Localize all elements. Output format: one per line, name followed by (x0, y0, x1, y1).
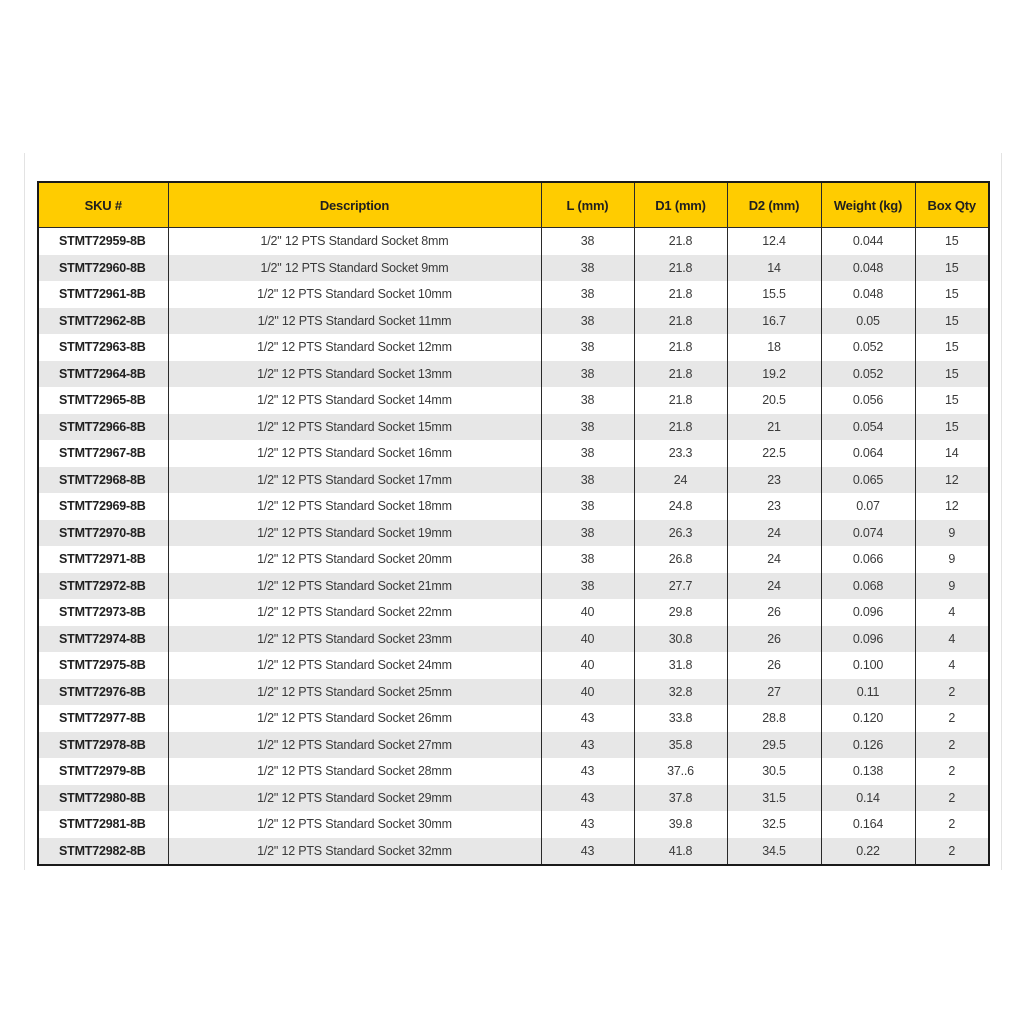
cell-weight: 0.120 (821, 705, 915, 732)
cell-description: 1/2" 12 PTS Standard Socket 22mm (168, 599, 541, 626)
cell-d1: 24.8 (634, 493, 727, 520)
cell-box-qty: 2 (915, 838, 989, 866)
cell-box-qty: 15 (915, 281, 989, 308)
cell-sku: STMT72963-8B (38, 334, 168, 361)
cell-description: 1/2" 12 PTS Standard Socket 27mm (168, 732, 541, 759)
table-row (38, 758, 989, 785)
cell-d1: 27.7 (634, 573, 727, 600)
table-row (38, 838, 989, 866)
table-row (38, 440, 989, 467)
cell-d2: 16.7 (727, 308, 821, 335)
cell-sku: STMT72965-8B (38, 387, 168, 414)
header-box-qty: Box Qty (915, 182, 989, 228)
cell-weight: 0.100 (821, 652, 915, 679)
cell-d2: 18 (727, 334, 821, 361)
cell-length: 38 (541, 361, 634, 388)
cell-d1: 41.8 (634, 838, 727, 866)
cell-weight: 0.096 (821, 626, 915, 653)
cell-description: 1/2" 12 PTS Standard Socket 12mm (168, 334, 541, 361)
cell-description: 1/2" 12 PTS Standard Socket 17mm (168, 467, 541, 494)
table-row (38, 493, 989, 520)
cell-sku: STMT72979-8B (38, 758, 168, 785)
cell-length: 40 (541, 599, 634, 626)
header-description: Description (168, 182, 541, 228)
cell-weight: 0.054 (821, 414, 915, 441)
cell-box-qty: 12 (915, 467, 989, 494)
table-row (38, 546, 989, 573)
table-header-row (38, 182, 989, 228)
cell-description: 1/2" 12 PTS Standard Socket 23mm (168, 626, 541, 653)
cell-length: 43 (541, 811, 634, 838)
table-row (38, 467, 989, 494)
header-sku: SKU # (38, 182, 168, 228)
cell-length: 40 (541, 652, 634, 679)
cell-box-qty: 15 (915, 334, 989, 361)
cell-length: 38 (541, 228, 634, 255)
cell-box-qty: 15 (915, 387, 989, 414)
cell-description: 1/2" 12 PTS Standard Socket 30mm (168, 811, 541, 838)
cell-d1: 35.8 (634, 732, 727, 759)
cell-description: 1/2" 12 PTS Standard Socket 16mm (168, 440, 541, 467)
cell-box-qty: 2 (915, 785, 989, 812)
cell-weight: 0.22 (821, 838, 915, 866)
cell-description: 1/2" 12 PTS Standard Socket 28mm (168, 758, 541, 785)
table-row (38, 652, 989, 679)
document-page (24, 153, 1002, 870)
cell-weight: 0.05 (821, 308, 915, 335)
cell-d2: 29.5 (727, 732, 821, 759)
cell-sku: STMT72980-8B (38, 785, 168, 812)
cell-d1: 37.8 (634, 785, 727, 812)
cell-box-qty: 15 (915, 255, 989, 282)
cell-d1: 21.8 (634, 361, 727, 388)
cell-d1: 37..6 (634, 758, 727, 785)
cell-length: 38 (541, 467, 634, 494)
cell-d1: 24 (634, 467, 727, 494)
cell-sku: STMT72959-8B (38, 228, 168, 255)
cell-box-qty: 15 (915, 414, 989, 441)
cell-d2: 28.8 (727, 705, 821, 732)
cell-description: 1/2" 12 PTS Standard Socket 25mm (168, 679, 541, 706)
cell-weight: 0.068 (821, 573, 915, 600)
cell-sku: STMT72962-8B (38, 308, 168, 335)
header-d1: D1 (mm) (634, 182, 727, 228)
table-row (38, 626, 989, 653)
cell-length: 38 (541, 546, 634, 573)
cell-d1: 32.8 (634, 679, 727, 706)
table-row (38, 361, 989, 388)
cell-weight: 0.138 (821, 758, 915, 785)
cell-d2: 24 (727, 546, 821, 573)
table-row (38, 705, 989, 732)
cell-box-qty: 4 (915, 626, 989, 653)
cell-sku: STMT72981-8B (38, 811, 168, 838)
cell-weight: 0.065 (821, 467, 915, 494)
cell-box-qty: 2 (915, 732, 989, 759)
cell-d2: 21 (727, 414, 821, 441)
table-row (38, 334, 989, 361)
cell-d2: 23 (727, 493, 821, 520)
cell-sku: STMT72971-8B (38, 546, 168, 573)
cell-box-qty: 9 (915, 546, 989, 573)
cell-description: 1/2" 12 PTS Standard Socket 18mm (168, 493, 541, 520)
cell-weight: 0.048 (821, 255, 915, 282)
cell-d1: 21.8 (634, 281, 727, 308)
cell-length: 40 (541, 679, 634, 706)
cell-sku: STMT72976-8B (38, 679, 168, 706)
cell-sku: STMT72974-8B (38, 626, 168, 653)
cell-description: 1/2" 12 PTS Standard Socket 21mm (168, 573, 541, 600)
cell-d1: 33.8 (634, 705, 727, 732)
cell-d2: 23 (727, 467, 821, 494)
table-row (38, 732, 989, 759)
cell-sku: STMT72961-8B (38, 281, 168, 308)
cell-d1: 21.8 (634, 255, 727, 282)
header-d2: D2 (mm) (727, 182, 821, 228)
product-spec-table-container (37, 181, 988, 866)
product-spec-table (37, 181, 990, 866)
cell-box-qty: 4 (915, 652, 989, 679)
cell-d2: 26 (727, 626, 821, 653)
cell-sku: STMT72970-8B (38, 520, 168, 547)
cell-sku: STMT72977-8B (38, 705, 168, 732)
cell-description: 1/2" 12 PTS Standard Socket 14mm (168, 387, 541, 414)
cell-box-qty: 2 (915, 758, 989, 785)
cell-weight: 0.164 (821, 811, 915, 838)
cell-d2: 30.5 (727, 758, 821, 785)
cell-sku: STMT72973-8B (38, 599, 168, 626)
cell-d2: 26 (727, 599, 821, 626)
cell-description: 1/2" 12 PTS Standard Socket 19mm (168, 520, 541, 547)
cell-d2: 31.5 (727, 785, 821, 812)
cell-weight: 0.126 (821, 732, 915, 759)
cell-length: 43 (541, 785, 634, 812)
cell-weight: 0.052 (821, 334, 915, 361)
header-weight: Weight (kg) (821, 182, 915, 228)
cell-d2: 15.5 (727, 281, 821, 308)
cell-description: 1/2" 12 PTS Standard Socket 32mm (168, 838, 541, 866)
cell-d1: 30.8 (634, 626, 727, 653)
cell-description: 1/2" 12 PTS Standard Socket 10mm (168, 281, 541, 308)
cell-d1: 26.8 (634, 546, 727, 573)
cell-length: 38 (541, 387, 634, 414)
cell-box-qty: 2 (915, 811, 989, 838)
cell-description: 1/2" 12 PTS Standard Socket 11mm (168, 308, 541, 335)
cell-length: 40 (541, 626, 634, 653)
cell-box-qty: 9 (915, 573, 989, 600)
table-row (38, 228, 989, 255)
cell-weight: 0.11 (821, 679, 915, 706)
cell-d1: 39.8 (634, 811, 727, 838)
cell-length: 43 (541, 838, 634, 866)
cell-description: 1/2" 12 PTS Standard Socket 13mm (168, 361, 541, 388)
cell-box-qty: 2 (915, 705, 989, 732)
cell-d1: 21.8 (634, 414, 727, 441)
cell-d2: 34.5 (727, 838, 821, 866)
cell-sku: STMT72972-8B (38, 573, 168, 600)
cell-weight: 0.064 (821, 440, 915, 467)
cell-description: 1/2" 12 PTS Standard Socket 8mm (168, 228, 541, 255)
cell-d1: 21.8 (634, 228, 727, 255)
cell-weight: 0.066 (821, 546, 915, 573)
table-row (38, 520, 989, 547)
cell-length: 38 (541, 440, 634, 467)
cell-weight: 0.07 (821, 493, 915, 520)
cell-box-qty: 2 (915, 679, 989, 706)
table-row (38, 387, 989, 414)
cell-box-qty: 15 (915, 361, 989, 388)
table-row (38, 255, 989, 282)
cell-description: 1/2" 12 PTS Standard Socket 26mm (168, 705, 541, 732)
cell-box-qty: 15 (915, 228, 989, 255)
cell-description: 1/2" 12 PTS Standard Socket 9mm (168, 255, 541, 282)
cell-sku: STMT72982-8B (38, 838, 168, 866)
cell-sku: STMT72964-8B (38, 361, 168, 388)
table-row (38, 414, 989, 441)
table-row (38, 308, 989, 335)
cell-box-qty: 14 (915, 440, 989, 467)
table-body (38, 228, 989, 866)
cell-d1: 21.8 (634, 387, 727, 414)
cell-sku: STMT72966-8B (38, 414, 168, 441)
cell-sku: STMT72960-8B (38, 255, 168, 282)
cell-sku: STMT72969-8B (38, 493, 168, 520)
cell-d2: 20.5 (727, 387, 821, 414)
cell-d2: 27 (727, 679, 821, 706)
header-length: L (mm) (541, 182, 634, 228)
table-row (38, 599, 989, 626)
cell-d1: 26.3 (634, 520, 727, 547)
cell-d1: 31.8 (634, 652, 727, 679)
cell-length: 38 (541, 493, 634, 520)
cell-length: 38 (541, 520, 634, 547)
cell-d2: 24 (727, 573, 821, 600)
cell-box-qty: 4 (915, 599, 989, 626)
cell-d1: 29.8 (634, 599, 727, 626)
cell-sku: STMT72968-8B (38, 467, 168, 494)
cell-length: 43 (541, 705, 634, 732)
cell-box-qty: 9 (915, 520, 989, 547)
table-row (38, 281, 989, 308)
cell-d1: 21.8 (634, 334, 727, 361)
cell-d2: 19.2 (727, 361, 821, 388)
cell-description: 1/2" 12 PTS Standard Socket 15mm (168, 414, 541, 441)
cell-weight: 0.044 (821, 228, 915, 255)
cell-length: 38 (541, 281, 634, 308)
cell-weight: 0.14 (821, 785, 915, 812)
table-row (38, 679, 989, 706)
cell-d2: 32.5 (727, 811, 821, 838)
cell-d2: 14 (727, 255, 821, 282)
cell-length: 38 (541, 255, 634, 282)
cell-d2: 26 (727, 652, 821, 679)
table-row (38, 811, 989, 838)
cell-sku: STMT72975-8B (38, 652, 168, 679)
cell-d2: 24 (727, 520, 821, 547)
table-row (38, 573, 989, 600)
cell-description: 1/2" 12 PTS Standard Socket 20mm (168, 546, 541, 573)
cell-sku: STMT72978-8B (38, 732, 168, 759)
cell-length: 43 (541, 758, 634, 785)
cell-weight: 0.056 (821, 387, 915, 414)
cell-box-qty: 12 (915, 493, 989, 520)
cell-weight: 0.074 (821, 520, 915, 547)
cell-length: 38 (541, 334, 634, 361)
cell-weight: 0.048 (821, 281, 915, 308)
cell-d2: 22.5 (727, 440, 821, 467)
cell-weight: 0.096 (821, 599, 915, 626)
cell-length: 43 (541, 732, 634, 759)
cell-description: 1/2" 12 PTS Standard Socket 24mm (168, 652, 541, 679)
cell-d1: 23.3 (634, 440, 727, 467)
cell-d2: 12.4 (727, 228, 821, 255)
cell-length: 38 (541, 573, 634, 600)
table-row (38, 785, 989, 812)
cell-description: 1/2" 12 PTS Standard Socket 29mm (168, 785, 541, 812)
cell-box-qty: 15 (915, 308, 989, 335)
cell-length: 38 (541, 308, 634, 335)
cell-sku: STMT72967-8B (38, 440, 168, 467)
cell-length: 38 (541, 414, 634, 441)
cell-weight: 0.052 (821, 361, 915, 388)
cell-d1: 21.8 (634, 308, 727, 335)
